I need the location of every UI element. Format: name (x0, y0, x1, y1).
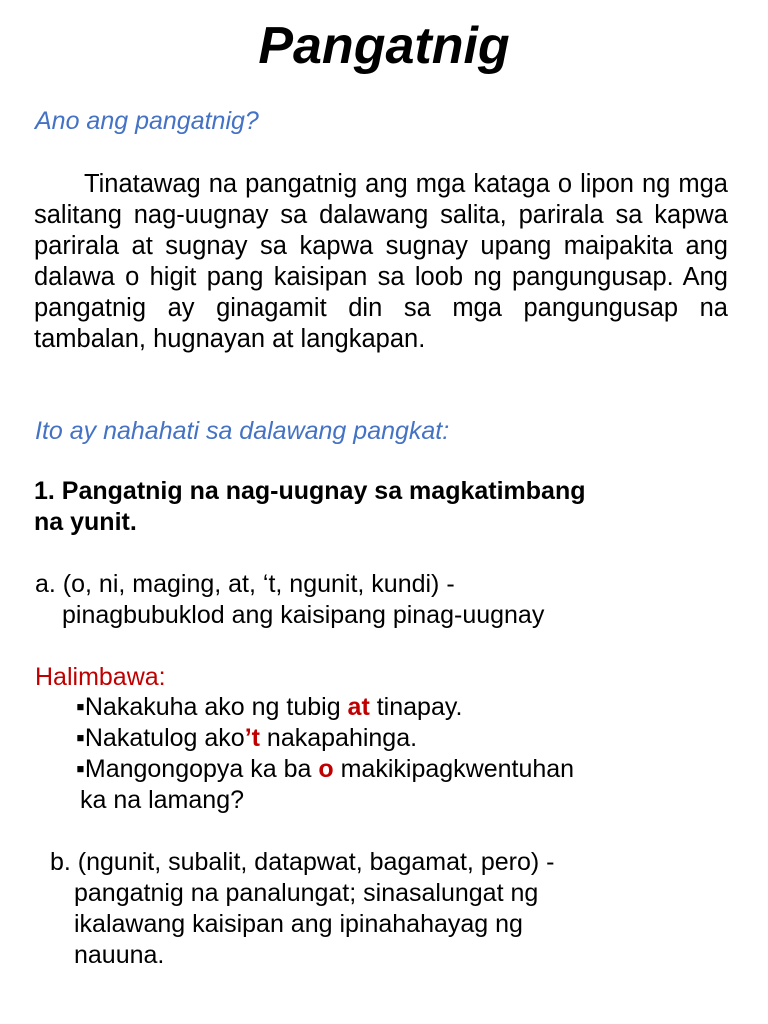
item-a (35, 569, 544, 631)
question-heading: Ano ang pangatnig? (35, 107, 259, 135)
definition-paragraph: Tinatawag na pangatnig ang mga kataga o lipon ng mga salitang nag-uugnay sa dalawang salita, parirala sa kapwa parirala at sugnay sa kapwa sugnay upang maipakita ang dalawa o higit pang kaisipan sa loob ng pangungusap. Ang pangatnig ay ginagamit din sa mga pangungusap na tambalan, hugnayan at langkapan. (34, 170, 728, 353)
example-3-keyword: o (318, 755, 334, 783)
item-a-line-2: pinagbubuklod ang kaisipang pinag-uugnay (62, 601, 545, 629)
page-title: Pangatnig (258, 17, 510, 75)
item-b-line-1: b. (ngunit, subalit, datapwat, bagamat, pero) - (50, 848, 555, 876)
example-1-keyword: at (347, 693, 370, 721)
item-b-line-4: nauuna. (74, 941, 165, 969)
example-2 (76, 723, 417, 753)
item-b-line-3: ikalawang kaisipan ang ipinahahayag ng (74, 910, 523, 938)
item-b (50, 847, 554, 971)
example-label: Halimbawa: (35, 663, 166, 691)
item-b-line-2: pangatnig na panalungat; sinasalungat ng (74, 879, 539, 907)
example-3 (76, 754, 574, 784)
example-3-after: makikipagkwentuhan (333, 755, 575, 783)
example-1-before: ▪Nakakuha ako ng tubig (76, 693, 348, 721)
example-2-before: ▪Nakatulog ako (76, 724, 245, 752)
example-1 (76, 692, 462, 722)
example-1-after: tinapay. (369, 693, 463, 721)
item-a-line-1: a. (o, ni, maging, at, ‘t, ngunit, kundi) - (35, 570, 455, 598)
example-3-continuation: ka na lamang? (80, 786, 245, 814)
example-2-after: nakapahinga. (259, 724, 418, 752)
division-heading: Ito ay nahahati sa dalawang pangkat: (35, 417, 450, 445)
example-2-keyword: ’t (244, 724, 260, 752)
section-1-line-2: na yunit. (34, 508, 137, 536)
example-3-before: ▪Mangongopya ka ba (76, 755, 319, 783)
section-1-line-1: 1. Pangatnig na nag-uugnay sa magkatimbang (34, 477, 586, 505)
section-1-heading (34, 476, 734, 538)
